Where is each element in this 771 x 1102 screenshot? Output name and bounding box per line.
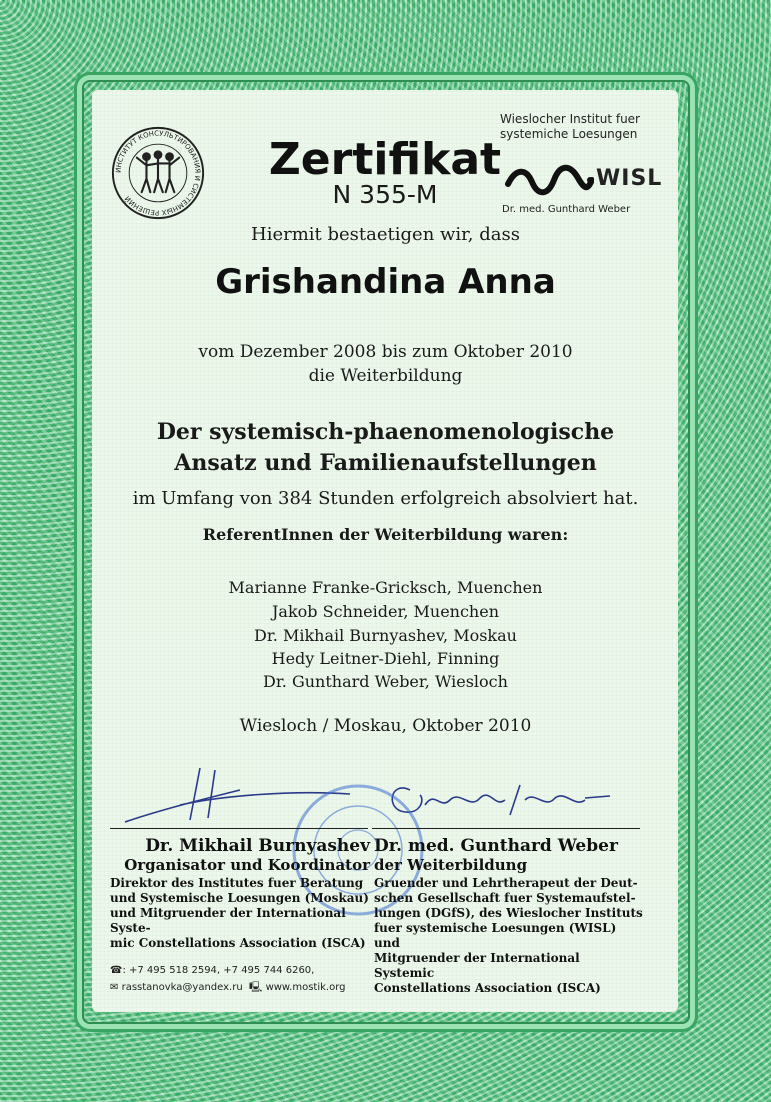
recipient-name: Grishandina Anna: [215, 262, 556, 302]
wisl-logo-block: [500, 112, 670, 222]
referent-item: Jakob Schneider, Muenchen: [272, 602, 499, 621]
signatory-right-role: der Weiterbildung: [374, 856, 528, 874]
desc-line: mic Constellations Association (ISCA): [110, 936, 366, 950]
referent-item: Dr. Gunthard Weber, Wiesloch: [263, 672, 508, 691]
email-address: rasstanovka@yandex.ru: [121, 982, 243, 993]
mail-icon: ✉: [110, 982, 119, 993]
desc-line: lungen (DGfS), des Wieslocher Instituts: [374, 906, 643, 920]
desc-line: Direktor des Institutes fuer Beratung: [110, 876, 364, 890]
course-title-line2: Ansatz und Familienaufstellungen: [174, 450, 597, 476]
dancing-figures-icon: [137, 151, 179, 192]
referent-item: Marianne Franke-Gricksch, Muenchen: [228, 578, 543, 597]
signatory-left: [110, 836, 370, 951]
website: www.mostik.org: [265, 982, 346, 993]
desc-line: Gruender und Lehrtherapeut der Deut-: [374, 876, 638, 890]
period-subtext: die Weiterbildung: [308, 366, 463, 386]
desc-line: Constellations Association (ISCA): [374, 981, 601, 995]
desc-line: Mitgruender der International Systemic: [374, 951, 580, 980]
signatory-left-desc: [110, 876, 370, 951]
wisl-wordmark: WISL: [596, 166, 663, 191]
referents-heading: ReferentInnen der Weiterbildung waren:: [202, 525, 569, 544]
signatory-right: [374, 836, 644, 996]
signature-line-right: [372, 828, 640, 829]
course-title-line1: Der systemisch-phaenomenologische: [156, 419, 615, 445]
desc-line: und Mitgruender der International Syste-: [110, 906, 346, 935]
signatory-left-name: Dr. Mikhail Burnyashev: [145, 836, 370, 856]
referent-item: Dr. Mikhail Burnyashev, Moskau: [254, 626, 517, 645]
certificate-title: Zertifikat: [268, 134, 502, 185]
desc-line: schen Gesellschaft fuer Systemaufstel-: [374, 891, 636, 905]
desc-line: fuer systemische Loesungen (WISL) und: [374, 921, 617, 950]
wisl-line2: systemiche Loesungen: [500, 127, 638, 141]
signatory-right-desc: [374, 876, 644, 996]
signatory-left-role: Organisator und Koordinator: [124, 856, 370, 874]
wisl-line1: Wieslocher Institut fuer: [500, 112, 640, 126]
seal-text: ИНСТИТУТ КОНСУЛЬТИРОВАНИЯ И СИСТЕМНЫХ РЕШЕНИЙ: [114, 129, 202, 217]
desc-line: und Systemische Loesungen (Moskau): [110, 891, 369, 905]
contact-info: [110, 962, 346, 996]
signature-line-left: [110, 828, 368, 829]
phone-numbers: +7 495 518 2594, +7 495 744 6260,: [129, 965, 315, 976]
institute-seal-logo: [110, 125, 206, 221]
phone-icon: ☎:: [110, 965, 126, 976]
place-date: Wiesloch / Moskau, Oktober 2010: [239, 716, 532, 736]
scope-text: im Umfang von 384 Stunden erfolgreich absolviert hat.: [132, 488, 639, 509]
intro-text: Hiermit bestaetigen wir, dass: [251, 224, 520, 245]
certificate-number: N 355-M: [332, 180, 438, 209]
computer-icon: 🖳: [249, 982, 263, 993]
serpent-icon: [504, 162, 594, 196]
referent-item: Hedy Leitner-Diehl, Finning: [271, 649, 500, 668]
wisl-doctor: Dr. med. Gunthard Weber: [502, 204, 631, 215]
period-text: vom Dezember 2008 bis zum Oktober 2010: [198, 342, 573, 362]
signatory-right-name: Dr. med. Gunthard Weber: [374, 836, 618, 856]
